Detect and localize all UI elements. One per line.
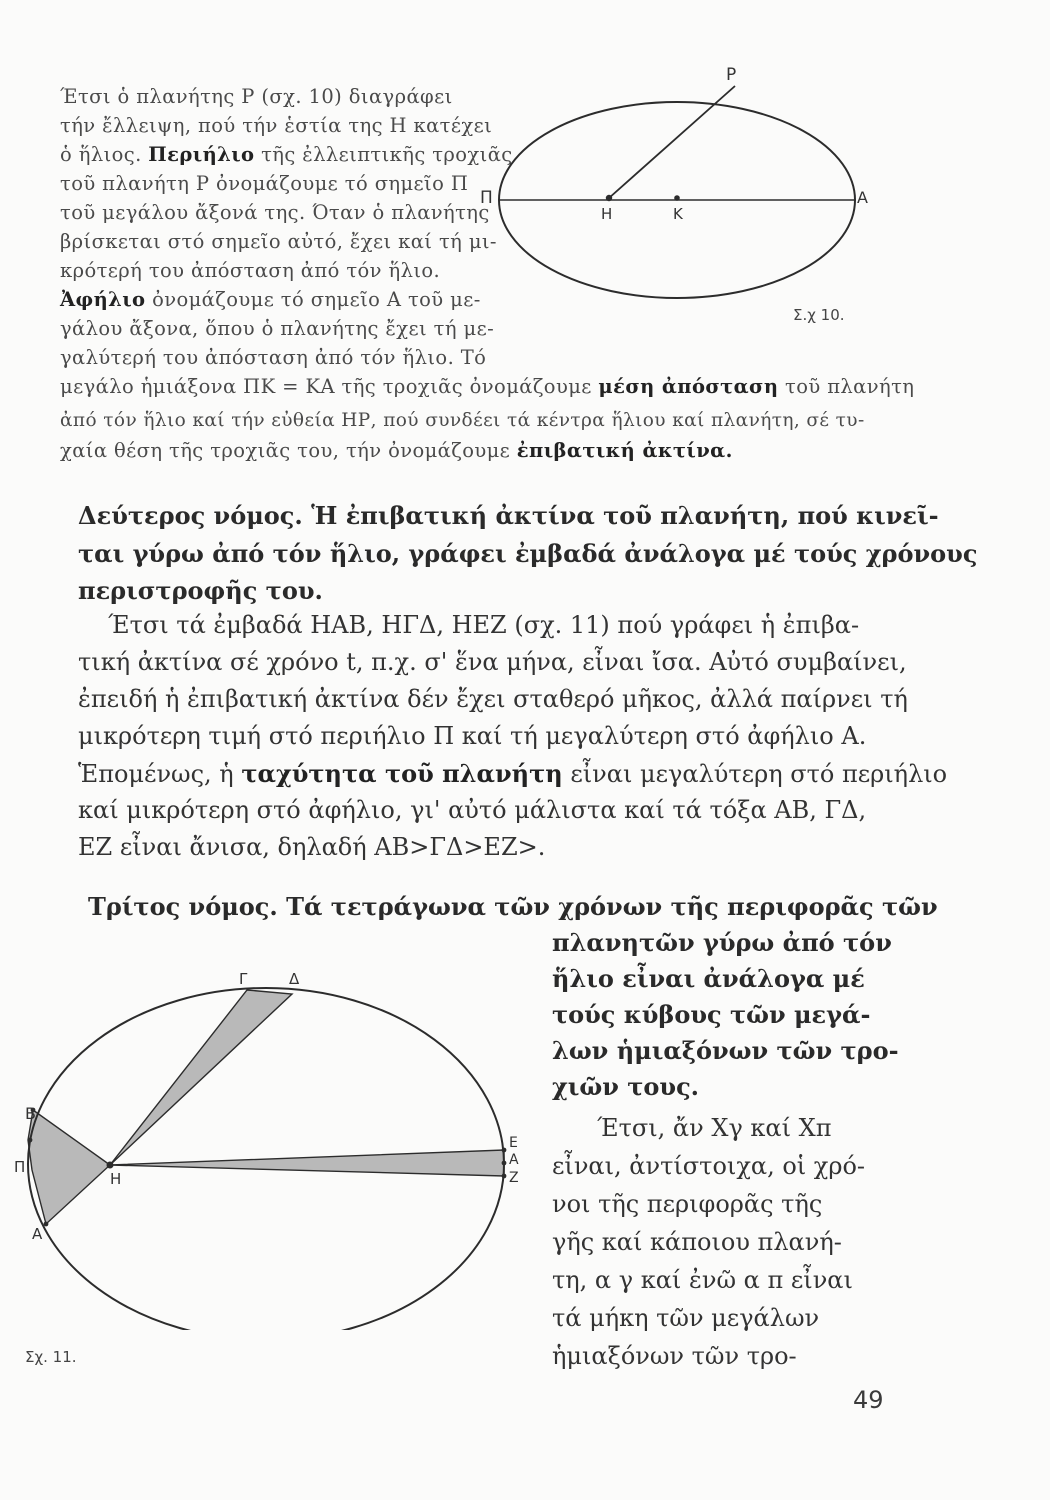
law-line: Τρίτος νόμος. Τά τετράγωνα τῶν χρόνων τῆς περιφορᾶς τῶν — [88, 892, 938, 921]
sun-focus-dot — [107, 1162, 114, 1169]
term-mean-distance: μέση ἀπόσταση — [598, 375, 779, 398]
text-run: Ἑπομένως, ἡ — [78, 760, 234, 788]
text-line: νοι τῆς περιφορᾶς τῆς — [552, 1190, 823, 1218]
text-line: Έτσι, ἄν Χγ καί Χπ — [597, 1114, 832, 1142]
law-line: ἥλιο εἶναι ἀνάλογα μέ — [552, 964, 865, 993]
figure-11-caption: Σχ. 11. — [25, 1348, 77, 1366]
text-line: ΕΖ εἶναι ἄνισα, δηλαδή ΑΒ>ΓΔ>ΕΖ>. — [78, 833, 546, 861]
label-G: Γ — [239, 970, 248, 988]
term-aphelion: Ἀφήλιο — [60, 288, 146, 311]
term-planet-speed: ταχύτητα τοῦ πλανήτη — [241, 759, 563, 788]
label-sun-H: Η — [601, 205, 613, 223]
text-line — [60, 285, 481, 314]
area-HEZ — [110, 1150, 504, 1176]
label-perihelion-Pi: Π — [480, 188, 493, 208]
label-sun-H: Η — [110, 1170, 122, 1188]
figure-11-diagram — [20, 970, 540, 1330]
text-run: ὁ ἥλιος. — [60, 143, 142, 166]
center-dot — [674, 195, 680, 201]
label-B: Β — [25, 1104, 36, 1123]
term-perihelion: Περιήλιο — [148, 143, 255, 166]
point-dot — [28, 1138, 33, 1143]
label-aphelion-A: Α — [509, 1152, 519, 1168]
text-line — [60, 436, 733, 465]
law-line: χιῶν τους. — [552, 1072, 700, 1101]
text-line: εἶναι, ἀντίστοιχα, οἱ χρό- — [552, 1152, 866, 1180]
figure-10-caption: Σ.χ 10. — [793, 306, 845, 324]
text-run: ὀνομάζουμε τό σημεῖο Α τοῦ με- — [152, 288, 481, 311]
point-dot — [44, 1222, 49, 1227]
point-dot — [502, 1174, 507, 1179]
text-line — [60, 140, 513, 169]
text-line: μικρότερη τιμή στό περιήλιο Π καί τή μεγαλύτερη στό ἀφήλιο Α. — [78, 722, 867, 750]
label-A: Α — [32, 1225, 43, 1243]
text-run: χαία θέση τῆς τροχιᾶς του, τήν ὀνομάζουμε — [60, 439, 511, 462]
label-center-K: Κ — [673, 205, 683, 223]
text-line: βρίσκεται στό σημεῖο αὐτό, ἔχει καί τή μι- — [60, 230, 497, 253]
law-line: πλανητῶν γύρω ἀπό τόν — [552, 928, 892, 957]
text-line: τοῦ μεγάλου ἄξονά της. Όταν ὁ πλανήτης — [60, 201, 490, 224]
text-line: καί μικρότερη στό ἀφήλιο, γι' αὐτό μάλιστα καί τά τόξα ΑΒ, ΓΔ, — [78, 796, 867, 824]
text-line: ἀπό τόν ἥλιο καί τήν εὐθεία ΗΡ, πού συνδέει τά κέντρα ἥλιου καί πλανήτη, σέ τυ- — [60, 410, 865, 431]
text-line: ἡμιαξόνων τῶν τρο- — [552, 1342, 797, 1370]
text-run: μεγάλο ἡμιάξονα ΠΚ = ΚΑ τῆς τροχιᾶς ὀνομάζουμε — [60, 375, 592, 398]
text-line: Έτσι τά ἐμβαδά ΗΑΒ, ΗΓΔ, ΗΕΖ (σχ. 11) πού γράφει ἡ ἐπιβα- — [108, 611, 860, 639]
text-line: κρότερή του ἀπόσταση ἀπό τόν ἥλιο. — [60, 259, 441, 282]
label-D: Δ — [289, 970, 300, 988]
text-line: Έτσι ὁ πλανήτης Ρ (σχ. 10) διαγράφει — [60, 85, 453, 108]
text-line: ἐπειδή ἡ ἐπιβατική ἀκτίνα δέν ἔχει σταθερό μῆκος, ἀλλά παίρνει τή — [78, 685, 908, 713]
law-line: λων ἡμιαξόνων τῶν τρο- — [552, 1036, 899, 1065]
text-line: τική ἀκτίνα σέ χρόνο t, π.χ. σ' ἕνα μήνα, εἶναι ἴσα. Αὐτό συμβαίνει, — [78, 648, 907, 676]
label-Z: Ζ — [509, 1170, 519, 1186]
sun-focus-dot — [606, 195, 612, 201]
label-planet-P: P — [726, 65, 737, 85]
label-perihelion-Pi: Π — [14, 1158, 26, 1176]
text-line: τήν ἔλλειψη, πού τήν ἑστία της Η κατέχει — [60, 114, 493, 137]
text-line: τη, α γ καί ἐνῶ α π εἶναι — [552, 1266, 853, 1294]
text-line: τά μήκη τῶν μεγάλων — [552, 1304, 820, 1332]
text-run: τῆς ἐλλειπτικῆς τροχιᾶς — [261, 143, 513, 166]
text-run: εἶναι μεγαλύτερη στό περιήλιο — [570, 760, 948, 788]
label-aphelion-A: Α — [857, 188, 868, 207]
point-dot — [502, 1148, 507, 1153]
text-line: γαλύτερή του ἀπόσταση ἀπό τόν ἥλιο. Τό — [60, 346, 487, 369]
term-radius-vector: ἐπιβατική ἀκτίνα. — [516, 439, 733, 462]
law-line: περιστροφῆς του. — [78, 576, 323, 605]
area-HAB — [28, 1110, 110, 1224]
label-E: Ε — [509, 1135, 518, 1151]
law-line: ται γύρω ἀπό τόν ἥλιο, γράφει ἐμβαδά ἀνάλογα μέ τούς χρόνους — [78, 539, 978, 568]
law-line: Δεύτερος νόμος. Ἡ ἐπιβατική ἀκτίνα τοῦ πλανήτη, πού κινεῖ- — [78, 501, 939, 530]
law-line: τούς κύβους τῶν μεγά- — [552, 1000, 871, 1029]
text-line — [78, 755, 947, 794]
text-run: τοῦ πλανήτη — [785, 375, 915, 398]
text-line — [60, 372, 914, 401]
text-line: τοῦ πλανήτη Ρ ὀνομάζουμε τό σημεῖο Π — [60, 172, 469, 195]
page-number: 49 — [853, 1386, 884, 1414]
point-dot — [502, 1161, 507, 1166]
text-line: γάλου ἄξονα, ὅπου ὁ πλανήτης ἔχει τή με- — [60, 317, 495, 340]
text-line: γῆς καί κάποιου πλανή- — [552, 1228, 842, 1256]
